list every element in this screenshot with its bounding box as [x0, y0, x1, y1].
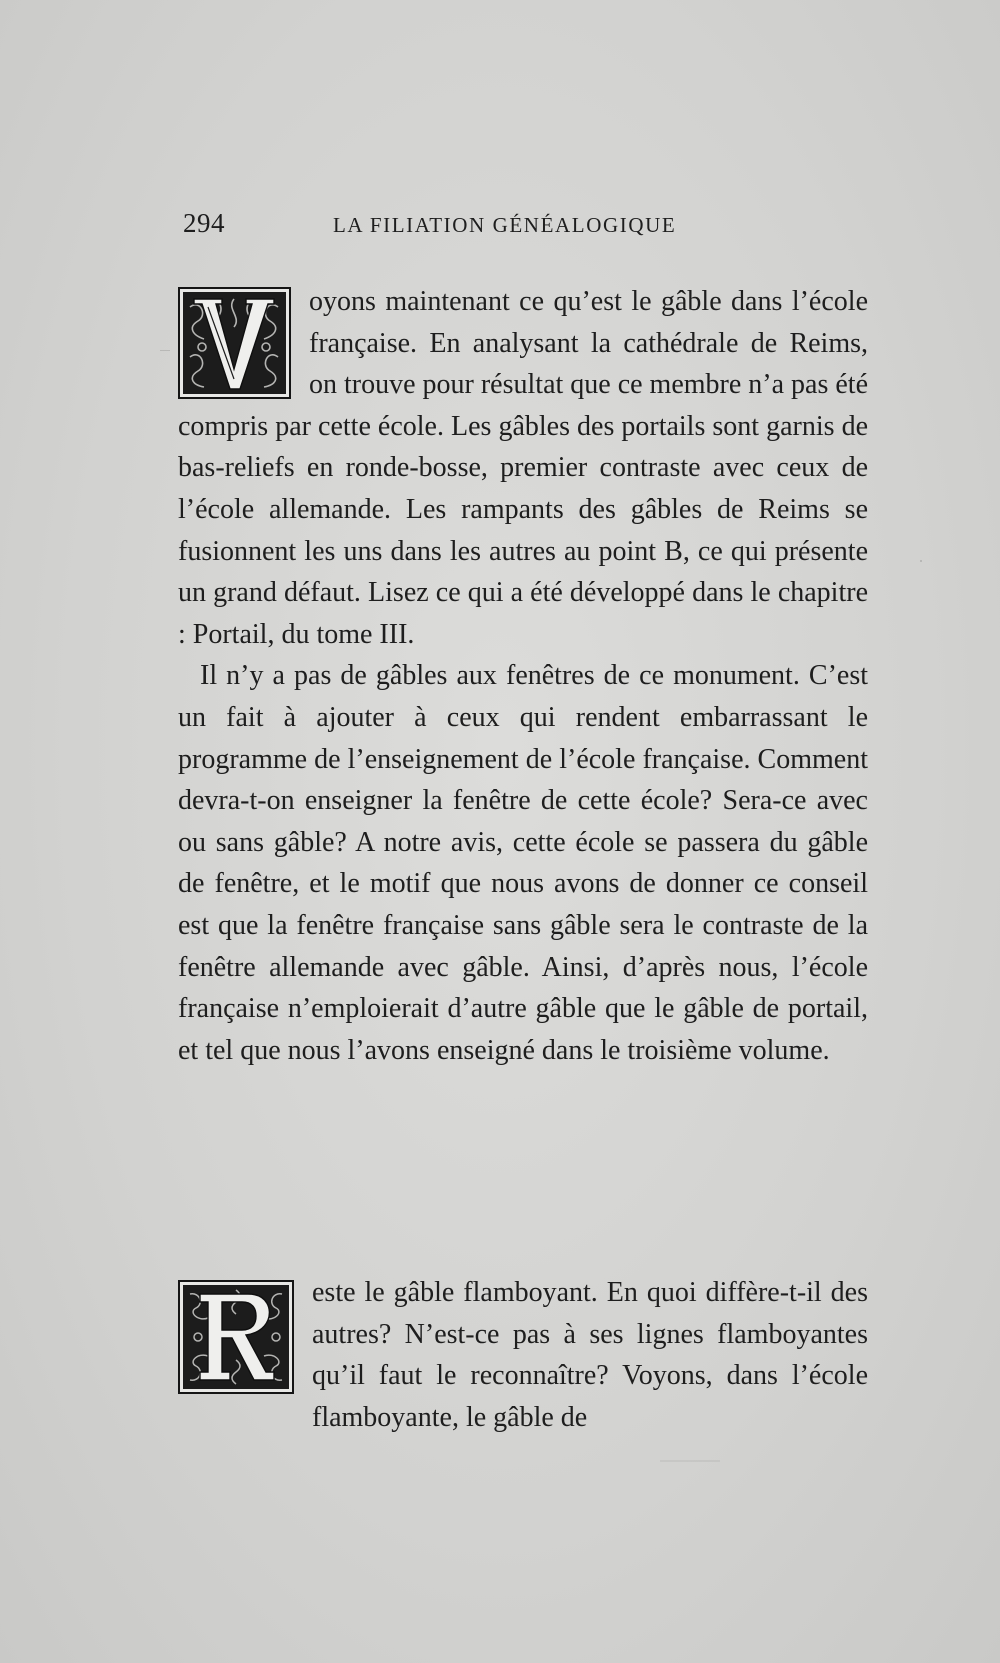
text-block-first [178, 281, 868, 1071]
paper-speck [660, 1460, 720, 1462]
running-head-title: LA FILIATION GÉNÉALOGIQUE [333, 213, 677, 237]
running-head [183, 208, 863, 248]
page-number: 294 [183, 208, 225, 238]
drop-cap-r-ornament [178, 1280, 294, 1394]
drop-cap-v-ornament [178, 287, 291, 399]
text-block-second [178, 1272, 868, 1438]
paragraph-1: oyons maintenant ce qu’est le gâble dans l’école française. En analysant la cathédrale de Reims, on trouve pour résultat que ce membre n’a pas été compris par cette école. Les gâbles des portails sont garnis de bas-reliefs en ronde-bosse, premier contraste avec ceux de l’école allemande. Les rampants des gâbles de Reims se fusionnent les uns dans les autres au point B, ce qui présente un grand défaut. Lisez ce qui a été développé dans le chapitre : Portail, du tome III. [178, 286, 869, 650]
paragraph-3: este le gâble flamboyant. En quoi diffère-t-il des autres? N’est-ce pas à ses lignes flamboyantes qu’il faut le reconnaître? Voyons, dans l’école flamboyante, le gâble de [312, 1277, 868, 1433]
paper-speck [160, 350, 170, 351]
paragraph-2: Il n’y a pas de gâbles aux fenêtres de ce monument. C’est un fait à ajouter à ceux qui rendent embarrassant le programme de l’enseignement de l’école française. Comment devra-t-on enseigner la fenêtre de cette école? Sera-ce avec ou sans gâble? A notre avis, cette école se passera du gâble de fenêtre, et le motif que nous avons de donner ce conseil est que la fenêtre française sans gâble sera le contraste de la fenêtre allemande avec gâble. Ainsi, d’après nous, l’école française n’emploierait d’autre gâble que le gâble de portail, et tel que nous l’avons enseigné dans le troisième volume. [178, 660, 868, 1066]
paper-speck [920, 560, 922, 562]
